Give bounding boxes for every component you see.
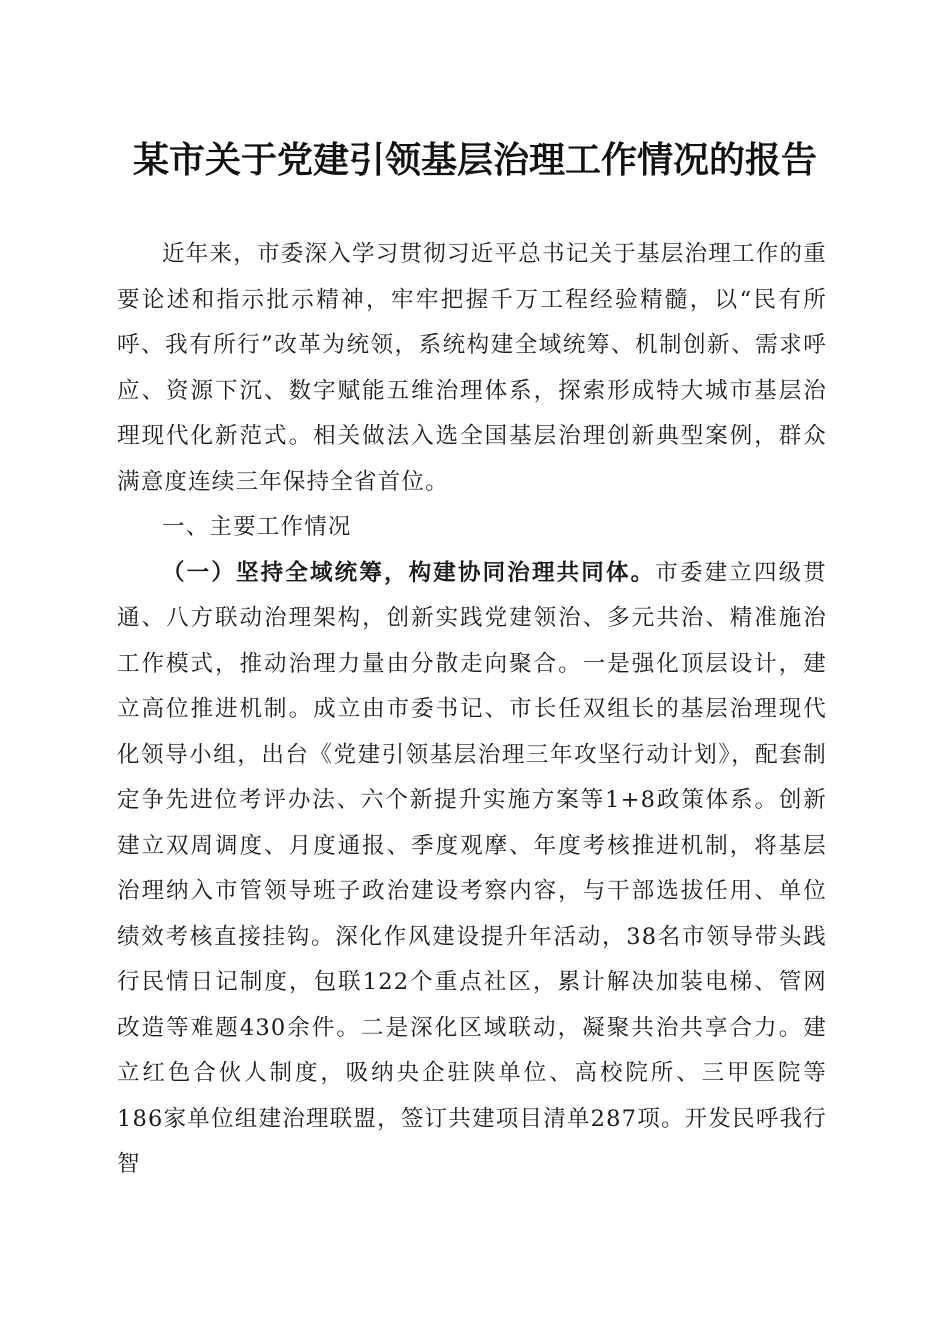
section-heading: 一、主要工作情况 [162,514,352,540]
document-body [117,232,827,1188]
subsection-paragraph [117,551,827,1188]
intro-paragraph: 近年来，市委深入学习贯彻习近平总书记关于基层治理工作的重要论述和指示批示精神，牢牢把握千万工程经验精髓，以“民有所呼、我有所行”改革为统领，系统构建全域统筹、机制创新、需求呼应、资源下沉、数字赋能五维治理体系，探索形成特大城市基层治理现代化新范式。相关做法入选全国基层治理创新典型案例，群众满意度连续三年保持全省首位。 [117,241,827,495]
subsection-heading: （一）坚持全域统筹，构建协同治理共同体。 [162,559,656,586]
subsection-text: 市委建立四级贯通、八方联动治理架构，创新实践党建领治、多元共治、精准施治工作模式，推动治理力量由分散走向聚合。一是强化顶层设计，建立高位推进机制。成立由市委书记、市长任双组长的基层治理现代化领导小组，出台《党建引领基层治理三年攻坚行动计划》，配套制定争先进位考评办法、六个新提升实施方案等1+8政策体系。创新建立双周调度、月度通报、季度观摩、年度考核推进机制，将基层治理纳入市管领导班子政治建设考察内容，与干部选拔任用、单位绩效考核直接挂钩。深化作风建设提升年活动，38名市领导带头践行民情日记制度，包联122个重点社区，累计解决加装电梯、管网改造等难题430余件。二是深化区域联动，凝聚共治共享合力。建立红色合伙人制度，吸纳央企驻陕单位、高校院所、三甲医院等186家单位组建治理联盟，签订共建项目清单287项。开发民呼我行智 [117,559,827,1177]
document-title: 某市关于党建引领基层治理工作情况的报告 [132,139,817,181]
